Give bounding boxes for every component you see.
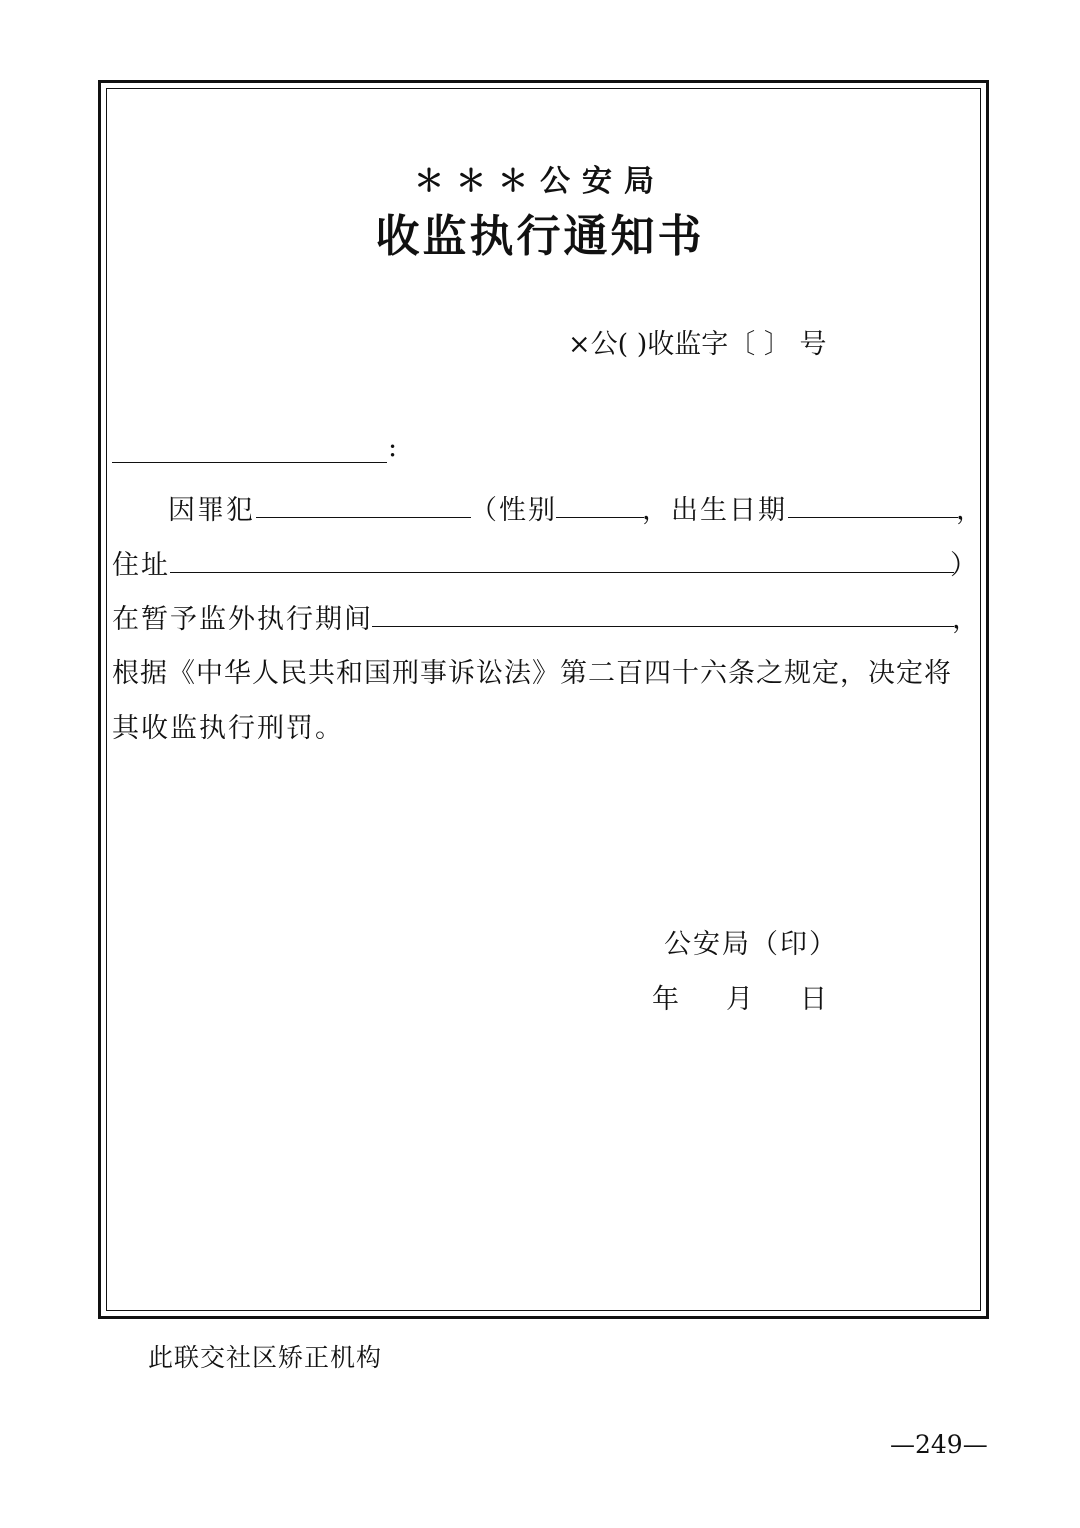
criminal-name-field[interactable] <box>256 517 471 518</box>
birth-date-label: ，出生日期 <box>642 495 787 526</box>
issuing-agency: ＊＊＊公安局 <box>414 164 666 199</box>
date-day: 日 <box>800 984 829 1015</box>
recipient-colon: : <box>388 432 400 463</box>
legal-basis-text: 根据《中华人民共和国刑事诉讼法》第二百四十六条之规定，决定将 <box>112 658 952 689</box>
probation-circumstance-field[interactable] <box>372 626 954 627</box>
birth-date-field[interactable] <box>788 517 958 518</box>
decision-text: 其收监执行刑罚。 <box>112 713 344 744</box>
page-number: —249— <box>890 1430 988 1459</box>
document-number: ×公( )收监字〔 〕 号 <box>568 329 827 360</box>
gender-field[interactable] <box>556 517 644 518</box>
recipient-field[interactable] <box>112 462 387 463</box>
document-frame-inner <box>106 88 981 1311</box>
date-year: 年 <box>652 984 681 1015</box>
gender-label: （性别 <box>470 495 557 526</box>
line3-end-punct: ， <box>952 604 981 635</box>
issuer-seal: 公安局（印） <box>664 929 838 960</box>
address-field[interactable] <box>170 572 954 573</box>
line2-end-punct: ） <box>950 550 979 581</box>
line1-end-punct: ， <box>956 495 985 526</box>
copy-destination-note: 此联交社区矫正机构 <box>148 1343 383 1372</box>
address-label: 住址 <box>112 550 170 581</box>
probation-period-label: 在暂予监外执行期间 <box>112 604 373 635</box>
criminal-prefix: 因罪犯 <box>168 495 255 526</box>
document-title: 收监执行通知书 <box>375 211 705 262</box>
date-month: 月 <box>726 984 755 1015</box>
